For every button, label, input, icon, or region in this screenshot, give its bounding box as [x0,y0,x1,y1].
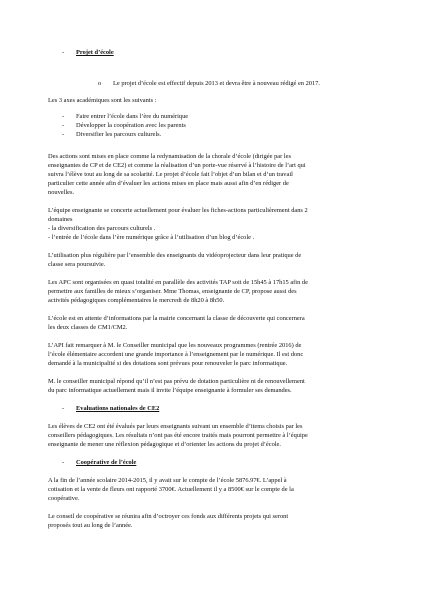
paragraph-line: M. le conseiller municipal répond qu’il n’est pas prévu de dotation particulière ni de renouvellement [48,378,305,385]
section-title-cooperative: Coopérative de l’école [76,459,137,466]
paragraph-line: les deux classes de CM1/CM2. [48,324,128,331]
projet-item: Le projet d’école est effectif depuis 2013 et devra être à nouveau rédigé en 2017. [113,80,320,87]
paragraph-line: particulier cette année afin d’évaluer les actions mises en place mais aussi afin d’en rédiger de [48,180,289,187]
axis-item: Faire entrer l’école dans l’ère du numérique [76,113,189,120]
paragraph-line: proposés tout au long de l’année. [48,522,133,529]
paragraph-line: Le conseil de coopérative se réunira afin d’octroyer ces fonds aux différents projets qui seront [48,513,289,520]
paragraph-line: conseillers pédagogiques. Les résultats n’ont pas été encore traités mais pourront permettre à l’équipe [48,432,308,439]
paragraph-line: Les élèves de CE2 ont été évalués par leurs enseignants suivant un ensemble d’items choisis par les [48,423,303,430]
section-dash: - [62,405,65,412]
circle-bullet-icon: o [98,80,102,87]
paragraph-line: l’école élémentaire accordent une grande importance à l’enseignement par le numérique. Il est donc [48,351,304,358]
paragraph-line: classe sera poursuivie. [48,261,106,268]
paragraph-line: - la diversification des parcours culturels . [48,225,156,232]
list-dash: - [62,122,65,129]
paragraph-line: du parc informatique actuellement mais il invite l’équipe enseignante à formuler ses demandes. [48,387,292,394]
paragraph-line: A la fin de l’année scolaire 2014-2015, il y avait sur le compte de l’école 5876.97€. L’appel à [48,477,287,484]
paragraph-line: enseignante de mener une réflexion pédagogique et d’orienter les actions du projet d’école. [48,441,281,448]
paragraph-line: cotisation et la vente de fleurs ont rapporté 3700€. Actuellement il y a 8500€ sur le compte de la [48,486,294,493]
paragraph-line: domaines [48,216,73,223]
list-dash: - [62,113,65,120]
paragraph-line: enseignantes de CP et de CE2) et comme la réalisation d’un porte-vue réservé à l’histoire de l’art qui [48,162,306,169]
axis-item: Développer la coopération avec les parents [76,122,186,129]
paragraph-line: - l’entrée de l’école dans l’ère numérique grâce à l’utilisation d’un blog d’école . [48,234,255,241]
paragraph-line: permettre aux familles de mieux s’organiser. Mme Thomas, enseignante de CP, propose aussi des [48,288,297,295]
section-title-projet: Projet d’école [76,49,114,56]
paragraph-line: L’utilisation plus régulière par l’ensemble des enseignants du vidéoprojecteur dans leur pratique de [48,252,302,259]
paragraph-line: Des actions sont mises en place comme la redynamisation de la chorale d’école (dirigée par les [48,153,291,160]
axis-item: Diversifier les parcours culturels. [76,131,162,138]
paragraph-line: demandé à la municipalité si des dotations sont prévues pour renouveler le parc informatique. [48,360,288,367]
axes-intro: Les 3 axes académiques sont les suivants : [48,97,157,104]
paragraph-line: L’API fait remarquer à M. le Conseiller municipal que les nouveaux programmes (rentrée 2016) de [48,342,302,349]
paragraph-line: L’équipe enseignante se concerte actuellement pour évaluer les fiches-actions particulièrement dans 2 [48,207,308,214]
paragraph-line: activités pédagogiques complémentaires le mercredi de 8h20 à 8h50. [48,297,225,304]
section-dash: - [62,49,65,56]
section-title-evaluations: Evaluations nationales de CE2 [76,405,160,412]
section-dash: - [62,459,65,466]
list-dash: - [62,131,65,138]
paragraph-line: coopérative. [48,495,80,502]
paragraph-line: L’école est en attente d’informations par la mairie concernant la classe de découverte qui concernera [48,315,305,322]
paragraph-line: nouvelles. [48,189,75,196]
paragraph-line: suivra l’élève tout au long de sa scolarité. Le projet d’école fait l’objet d’un bilan et d’un travail [48,171,293,178]
paragraph-line: Les APC sont organisées en quasi totalité en parallèle des activités TAP soit de 15h45 à 17h15 afin de [48,279,308,286]
